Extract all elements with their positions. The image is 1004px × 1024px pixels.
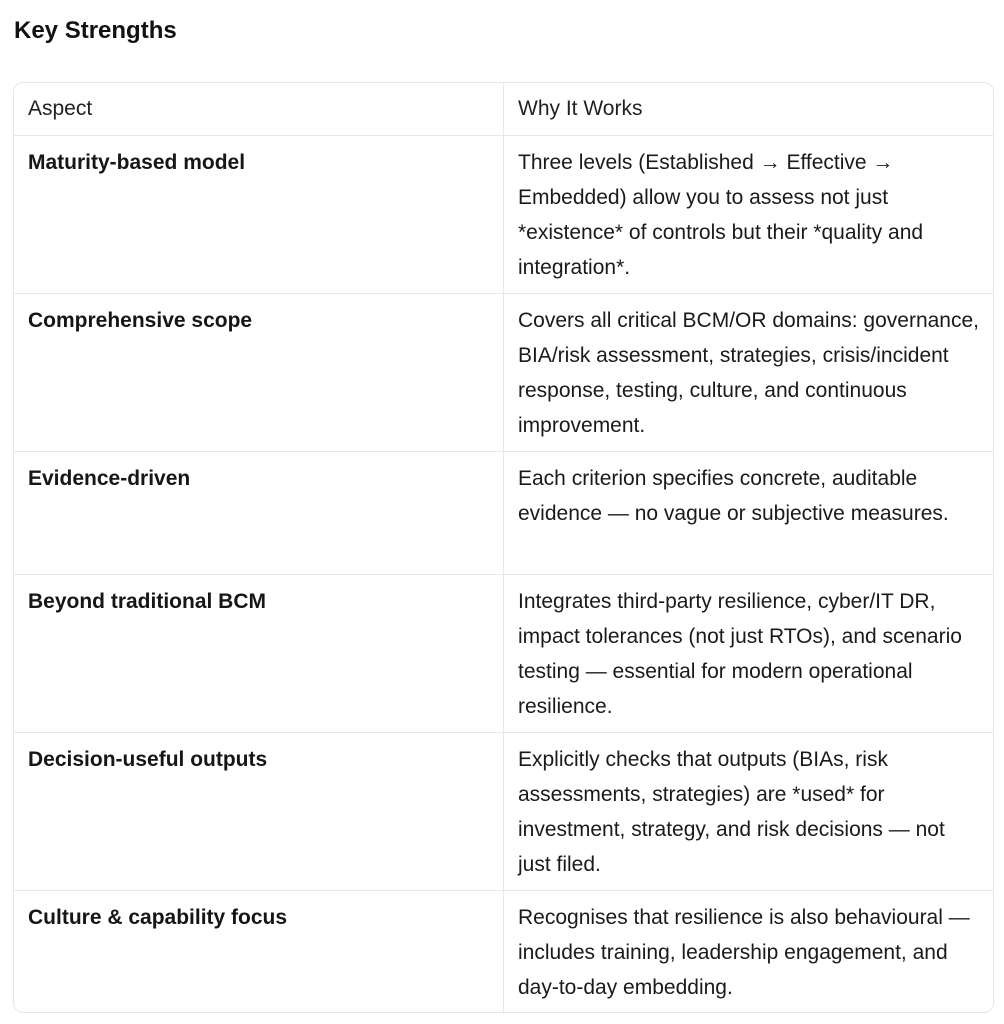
why-cell: Covers all critical BCM/OR domains: governance, BIA/risk assessment, strategies, crisis/incident response, testing, culture, and continuous improvement. [518,309,979,437]
table-header-row [14,83,993,135]
table-row [14,890,993,1012]
why-cell: Explicitly checks that outputs (BIAs, risk assessments, strategies) are *used* for investment, strategy, and risk decisions — not just filed. [518,748,945,876]
table-row [14,451,993,574]
aspect-cell: Maturity-based model [14,136,504,293]
aspect-cell: Evidence-driven [14,452,504,574]
header-aspect: Aspect [14,83,504,135]
table-row [14,135,993,293]
aspect-cell: Comprehensive scope [14,294,504,451]
aspect-cell: Decision-useful outputs [14,733,504,890]
aspect-cell: Culture & capability focus [14,891,504,1012]
why-cell: Three levels (Established → Effective → Embedded) allow you to assess not just *existence* of controls but their *quality and integration*. [518,151,924,279]
strengths-table [13,82,994,1013]
section-heading: Key Strengths [14,17,177,44]
table-row [14,732,993,890]
table-row [14,293,993,451]
aspect-cell: Beyond traditional BCM [14,575,504,732]
header-why-it-works: Why It Works [518,97,643,120]
why-cell: Recognises that resilience is also behavioural — includes training, leadership engagement, and day-to-day embedding. [518,906,970,999]
why-cell: Each criterion specifies concrete, auditable evidence — no vague or subjective measures. [518,467,949,525]
table-row [14,574,993,732]
why-cell: Integrates third-party resilience, cyber/IT DR, impact tolerances (not just RTOs), and scenario testing — essential for modern operational resilience. [518,590,962,718]
